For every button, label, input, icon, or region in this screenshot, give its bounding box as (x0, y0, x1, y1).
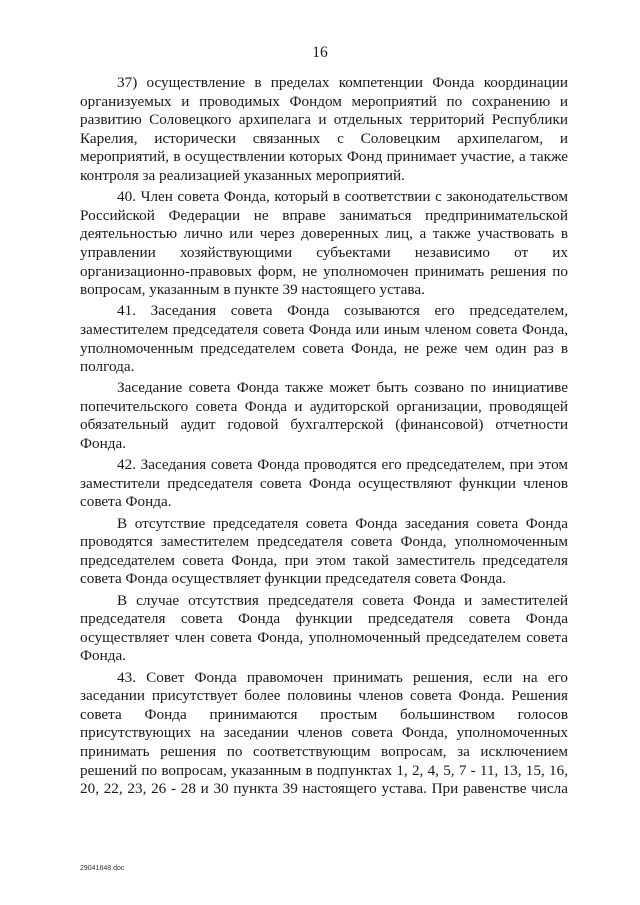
paragraph-42-absence-deputies: В случае отсутствия председателя совета Фонда и заместителей председателя совета Фонда функции председателя совета Фонда осуществляет член совета Фонда, уполномоченный председателем совета Фонда. (80, 591, 568, 665)
paragraph-41-continuation: Заседание совета Фонда также может быть созвано по инициативе попечительского совета Фонда и аудиторской организации, проводящей обязательный аудит годовой бухгалтерской (финансовой) отчетности Фонда. (80, 379, 568, 453)
paragraph-41: 41. Заседания совета Фонда созываются его председателем, заместителем председателя совета Фонда или иным членом совета Фонда, уполномоченным председателем совета Фонда, не реже чем один раз в полгода. (80, 302, 568, 376)
page-number: 16 (312, 44, 328, 61)
document-body (80, 74, 568, 801)
paragraph-item-37: 37) осуществление в пределах компетенции Фонда координации организуемых и проводимых Фондом мероприятий по сохранению и развитию Соловецкого архипелага и отдельных территорий Республики Карелия, исторически связанных с Соловецким архипелагом, и мероприятий, в осуществлении которых Фонд принимает участие, а также контроля за реализацией указанных мероприятий. (80, 74, 568, 184)
paragraph-43: 43. Совет Фонда правомочен принимать решения, если на его заседании присутствует более половины членов совета Фонда. Решения совета Фонда принимаются простым большинством голосов присутствующих на заседании членов совета Фонда, уполномоченных принимать решения по соответствующим вопросам, за исключением решений по вопросам, указанным в подпунктах 1, 2, 4, 5, 7 - 11, 13, 15, 16, 20, 22, 23, 26 - 28 и 30 пункта 39 настоящего устава. При равенстве числа (80, 668, 568, 798)
paragraph-42: 42. Заседания совета Фонда проводятся его председателем, при этом заместители председателя совета Фонда осуществляют функции членов совета Фонда. (80, 456, 568, 511)
footer-file-name: 29041648.doc (80, 865, 125, 872)
paragraph-42-absence-chair: В отсутствие председателя совета Фонда заседания совета Фонда проводятся заместителем председателя совета Фонда, уполномоченным председателем совета Фонда, при этом такой заместитель председателя совета Фонда осуществляет функции председателя совета Фонда. (80, 514, 568, 588)
paragraph-40: 40. Член совета Фонда, который в соответствии с законодательством Российской Федерации не вправе заниматься предпринимательской деятельностью лично или через доверенных лиц, а также участвовать в управлении хозяйствующими субъектами независимо от их организационно-правовых форм, не уполномочен принимать решения по вопросам, указанным в пункте 39 настоящего устава. (80, 188, 568, 299)
